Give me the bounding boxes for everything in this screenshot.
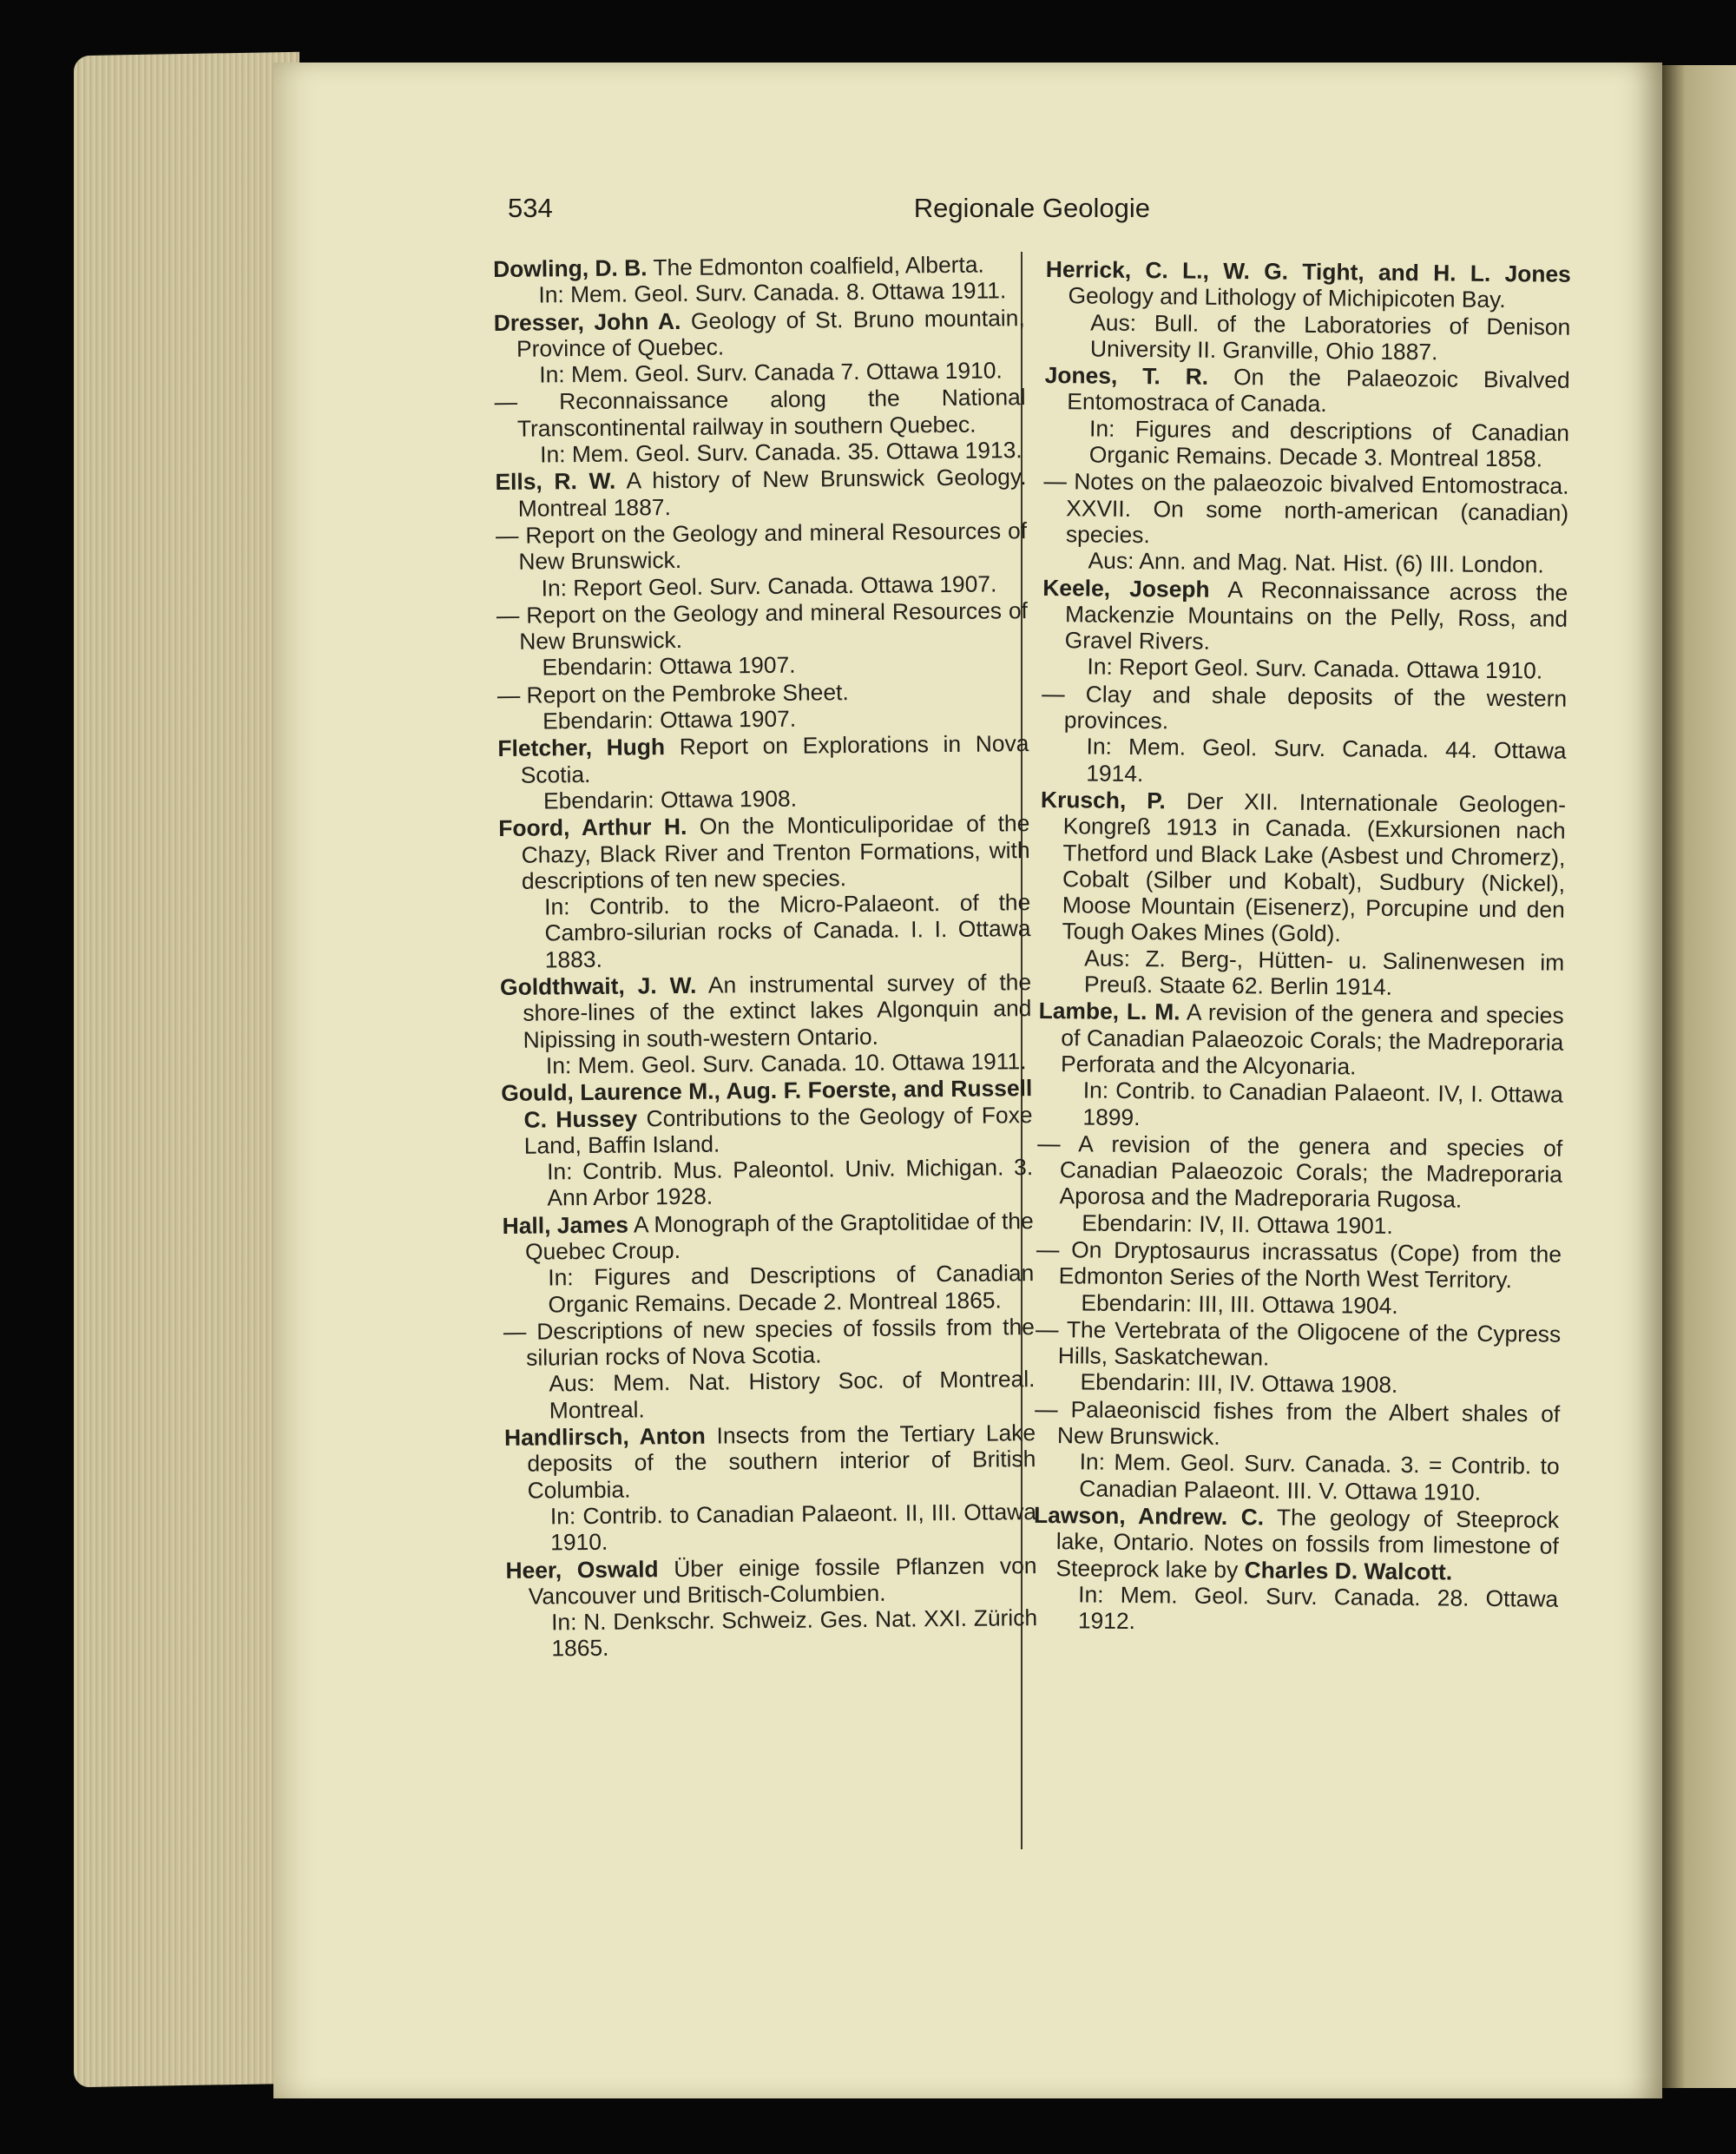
entry-title: Clay and shale deposits of the western provinces. <box>1063 681 1568 734</box>
entry-title: On the Monticuliporidae of the Chazy, Black River and Trenton Formations, with descriptions of ten new species. <box>521 810 1030 894</box>
bibliography-entry <box>494 385 1026 469</box>
bibliography-entry <box>503 1314 1036 1424</box>
entry-citation <box>501 1075 1033 1159</box>
entry-citation <box>499 969 1032 1053</box>
entry-reference: In: Mem. Geol. Surv. Canada. 3. = Contrib. to Canadian Palaeont. III. V. Ottawa 1910. <box>1079 1448 1560 1505</box>
entry-citation <box>1043 468 1569 552</box>
entry-author: Gould, Laurence M., Aug. F. Foerste, and Russell C. Hussey <box>501 1075 1033 1133</box>
entry-title-author: Charles D. Walcott. <box>1244 1556 1453 1585</box>
entry-author: — <box>1036 1235 1060 1263</box>
entry-title: A revision of the genera and species of Canadian Palaeozoic Corals; the Madreporaria Aporosa and the Madreporaria Rugosa. <box>1059 1130 1563 1214</box>
entry-reference: In: Mem. Geol. Surv. Canada. 35. Ottawa 1913. <box>540 437 1023 468</box>
entry-author: — <box>503 1318 527 1345</box>
bibliography-entry <box>504 1420 1036 1556</box>
entry-citation <box>496 596 1029 655</box>
entry-citation <box>1038 998 1564 1082</box>
entry-citation <box>497 730 1029 788</box>
entry-citation <box>1035 1395 1561 1453</box>
bibliography-entry <box>494 305 1026 389</box>
entry-author: — <box>494 389 518 416</box>
bibliography-entry <box>1042 575 1568 685</box>
entry-author: — <box>1043 468 1068 495</box>
entry-title: Contributions to the Geology of Foxe Land, Baffin Island. <box>523 1101 1033 1159</box>
entry-author: Hall, James <box>502 1211 629 1239</box>
bibliography-entry <box>1036 1236 1562 1321</box>
entry-reference: In: Figures and descriptions of Canadian Organic Remains. Decade 3. Montreal 1858. <box>1088 415 1570 472</box>
bibliography-entry <box>493 251 1025 308</box>
entry-reference: In: Figures and Descriptions of Canadian Organic Remains. Decade 2. Montreal 1865. <box>548 1260 1035 1318</box>
bibliography-entry <box>496 597 1029 682</box>
entry-citation <box>1045 256 1571 313</box>
entry-author: — <box>1035 1315 1059 1343</box>
bibliography-entry <box>497 677 1029 734</box>
entry-title: On Dryptosaurus incrassatus (Cope) from the Edmonton Series of the North West Territory. <box>1058 1236 1562 1294</box>
entry-author: Herrick, C. L., W. G. Tight, and H. L. Jones <box>1045 256 1571 287</box>
bibliography-entry <box>495 464 1027 521</box>
entry-title: A Reconnaissance across the Mackenzie Mountains on the Pelly, Ross, and Gravel Rivers. <box>1064 576 1568 655</box>
entry-reference: In: Mem. Geol. Surv. Canada. 44. Ottawa 1914. <box>1086 733 1567 787</box>
bibliography-entry <box>1044 362 1570 472</box>
entry-reference: Ebendarin: IV, II. Ottawa 1901. <box>1082 1209 1393 1239</box>
entry-reference: In: N. Denkschr. Schweiz. Ges. Nat. XXI. Zürich 1865. <box>550 1604 1038 1662</box>
entry-author: Keele, Joseph <box>1042 574 1210 603</box>
entry-citation <box>1037 1130 1563 1214</box>
entry-author: Jones, T. R. <box>1044 362 1209 390</box>
entry-reference: In: Contrib. to Canadian Palaeont. IV, I. Ottawa 1899. <box>1082 1077 1563 1130</box>
entry-author: Krusch, P. <box>1040 786 1166 814</box>
entry-author: — <box>496 682 521 708</box>
entry-citation <box>495 517 1028 575</box>
left-column <box>493 251 1038 1663</box>
entry-author: Lambe, L. M. <box>1038 998 1180 1025</box>
entry-author: Ells, R. W. <box>495 468 616 496</box>
entry-citation <box>493 304 1026 362</box>
bibliography-entry <box>505 1552 1037 1663</box>
entry-reference: Ebendarin: Ottawa 1907. <box>542 705 797 734</box>
entry-title: Palaeoniscid fishes from the Albert shales of New Brunswick. <box>1056 1396 1561 1451</box>
entry-citation <box>502 1207 1035 1265</box>
entry-citation <box>1033 1501 1560 1585</box>
entry-reference: In: Mem. Geol. Surv. Canada. 10. Ottawa 1911. <box>545 1048 1027 1079</box>
entry-title: A Monograph of the Graptolitidae of the Quebec Croup. <box>524 1207 1034 1265</box>
entry-reference: Ebendarin: Ottawa 1907. <box>542 652 796 681</box>
bibliography-entry <box>1039 787 1566 1002</box>
entry-citation <box>1044 362 1570 419</box>
entry-title: Reconnaissance along the National Transcontinental railway in southern Quebec. <box>516 384 1026 442</box>
entry-title: Report on the Geology and mineral Resources of New Brunswick. <box>519 596 1029 655</box>
entry-reference: Ebendarin: III, IV. Ottawa 1908. <box>1080 1368 1398 1399</box>
entry-title: Descriptions of new species of fossils from the silurian rocks of Nova Scotia. <box>526 1313 1036 1371</box>
entry-citation <box>1040 786 1567 949</box>
entry-author: — <box>496 602 520 629</box>
entry-author: Handlirsch, Anton <box>503 1422 706 1451</box>
entry-title: Report on the Pembroke Sheet. <box>526 678 849 708</box>
bibliography-entry <box>1036 1130 1562 1241</box>
entry-title: Geology and Lithology of Michipicoten Bay. <box>1068 282 1506 313</box>
bibliography-entry <box>497 730 1029 814</box>
entry-reference: In: Mem. Geol. Surv. Canada. 8. Ottawa 1911. <box>538 277 1007 308</box>
entry-reference: Aus: Ann. and Mag. Nat. Hist. (6) III. London. <box>1088 547 1544 578</box>
entry-reference: Aus: Z. Berg-, Hütten- u. Salinenwesen im Preuß. Staate 62. Berlin 1914. <box>1083 945 1565 1000</box>
entry-reference: Aus: Bull. of the Laboratories of Denison University II. Granville, Ohio 1887. <box>1089 309 1571 366</box>
entry-author: Foord, Arthur H. <box>498 814 687 842</box>
entry-citation <box>505 1551 1037 1610</box>
entry-author: — <box>495 522 519 549</box>
entry-reference: In: Contrib. Mus. Paleontol. Univ. Michigan. 3. Ann Arbor 1928. <box>546 1154 1034 1211</box>
bibliography-entry <box>503 1208 1035 1318</box>
bibliography-entry <box>1045 256 1571 366</box>
entry-author: Dowling, D. B. <box>493 254 648 282</box>
bibliography-entry <box>1037 998 1563 1134</box>
running-title: Regionale Geologie <box>913 193 1150 223</box>
entry-title: A revision of the genera and species of Canadian Palaeozoic Corals; the Madreporaria Perforata and the Alcyonaria. <box>1060 998 1564 1080</box>
bibliography-entry <box>1033 1502 1559 1638</box>
entry-reference: Aus: Mem. Nat. History Soc. of Montreal. Montreal. <box>549 1366 1036 1424</box>
entry-author: — <box>1035 1395 1058 1422</box>
entry-reference: Ebendarin: III, III. Ottawa 1904. <box>1081 1289 1398 1319</box>
entry-reference: Ebendarin: Ottawa 1908. <box>542 785 798 814</box>
bibliography-entry <box>1042 468 1568 578</box>
entry-title: An instrumental survey of the shore-lines of the extinct lakes Algonquin and Nipissing in south-western Ontario. <box>523 969 1032 1053</box>
entry-title: The Vertebrata of the Oligocene of the Cypress Hills, Saskatchewan. <box>1057 1316 1562 1371</box>
entry-author: Fletcher, Hugh <box>497 734 666 762</box>
entry-reference: In: Mem. Geol. Surv. Canada. 28. Ottawa 1912. <box>1077 1581 1559 1635</box>
running-head <box>508 193 1150 236</box>
entry-citation <box>498 810 1030 894</box>
right-column <box>1033 256 1571 1639</box>
entry-title: Insects from the Tertiary Lake deposits of the southern interior of British Columbia. <box>527 1420 1036 1504</box>
entry-citation <box>503 1420 1036 1504</box>
entry-title: On the Palaeozoic Bivalved Entomostraca of Canada. <box>1067 364 1570 418</box>
entry-title: Geology of St. Bruno mountain, Province of Quebec. <box>516 304 1025 362</box>
entry-title: Report on Explorations in Nova Scotia. <box>520 730 1029 788</box>
entry-reference: In: Contrib. to Canadian Palaeont. II, III. Ottawa 1910. <box>549 1499 1037 1556</box>
entry-citation <box>1036 1235 1562 1294</box>
entry-citation <box>1042 574 1568 658</box>
entry-reference: In: Mem. Geol. Surv. Canada 7. Ottawa 1910. <box>539 357 1003 388</box>
bibliography-entry <box>500 969 1032 1079</box>
book-page-edges <box>74 52 299 2088</box>
entry-author: — <box>1037 1130 1061 1157</box>
facing-page-edge <box>1660 65 1736 2088</box>
entry-citation <box>1035 1315 1562 1373</box>
entry-title: The geology of Steeprock lake, Ontario. Notes on fossils from limestone of Steeprock lake by <box>1055 1504 1560 1583</box>
entry-title: Notes on the palaeozoic bivalved Entomostraca. XXVII. On some north-american (canadian) species. <box>1065 468 1569 549</box>
entry-author: — <box>1042 680 1065 707</box>
entry-title: Der XII. Internationale Geologen-Kongreß 1913 in Canada. (Exkursionen nach Thetford und Black Lake (Asbest und Chromerz), Cobalt (Silber und Kobalt), Sudbury (Nickel), Moose Mountain (Eisenerz), Porcupine und den Tough Oakes Mines (Gold). <box>1062 787 1567 947</box>
entry-reference: In: Report Geol. Surv. Canada. Ottawa 1910. <box>1087 653 1543 684</box>
bibliography-entry <box>1041 681 1567 791</box>
bibliography-entry <box>496 517 1028 602</box>
bibliography-entry <box>1034 1396 1560 1506</box>
entry-citation <box>1042 680 1568 738</box>
entry-author: Lawson, Andrew. C. <box>1033 1501 1265 1531</box>
entry-author: Dresser, John A. <box>493 307 681 336</box>
bibliography-entry <box>1035 1316 1561 1400</box>
entry-reference: In: Report Geol. Surv. Canada. Ottawa 1907. <box>541 570 997 602</box>
entry-reference: In: Contrib. to the Micro-Palaeont. of the Cambro-silurian rocks of Canada. I. I. Ottawa 1883. <box>544 889 1031 973</box>
bibliography-entry <box>501 1075 1033 1211</box>
bibliography-entry <box>498 810 1031 973</box>
page-number: 534 <box>508 193 553 223</box>
entry-title: The Edmonton coalfield, Alberta. <box>653 251 984 281</box>
entry-author: Goldthwait, J. W. <box>499 972 697 1000</box>
entry-title: Report on the Geology and mineral Resources of New Brunswick. <box>518 517 1028 575</box>
entry-author: Heer, Oswald <box>505 1555 659 1584</box>
entry-title: A history of New Brunswick Geology. Montreal 1887. <box>517 464 1027 522</box>
entry-citation <box>495 464 1027 522</box>
entry-title: Über einige fossile Pflanzen von Vancouver und Britisch-Columbien. <box>528 1551 1037 1610</box>
entry-citation <box>503 1313 1036 1371</box>
entry-citation <box>494 384 1026 442</box>
